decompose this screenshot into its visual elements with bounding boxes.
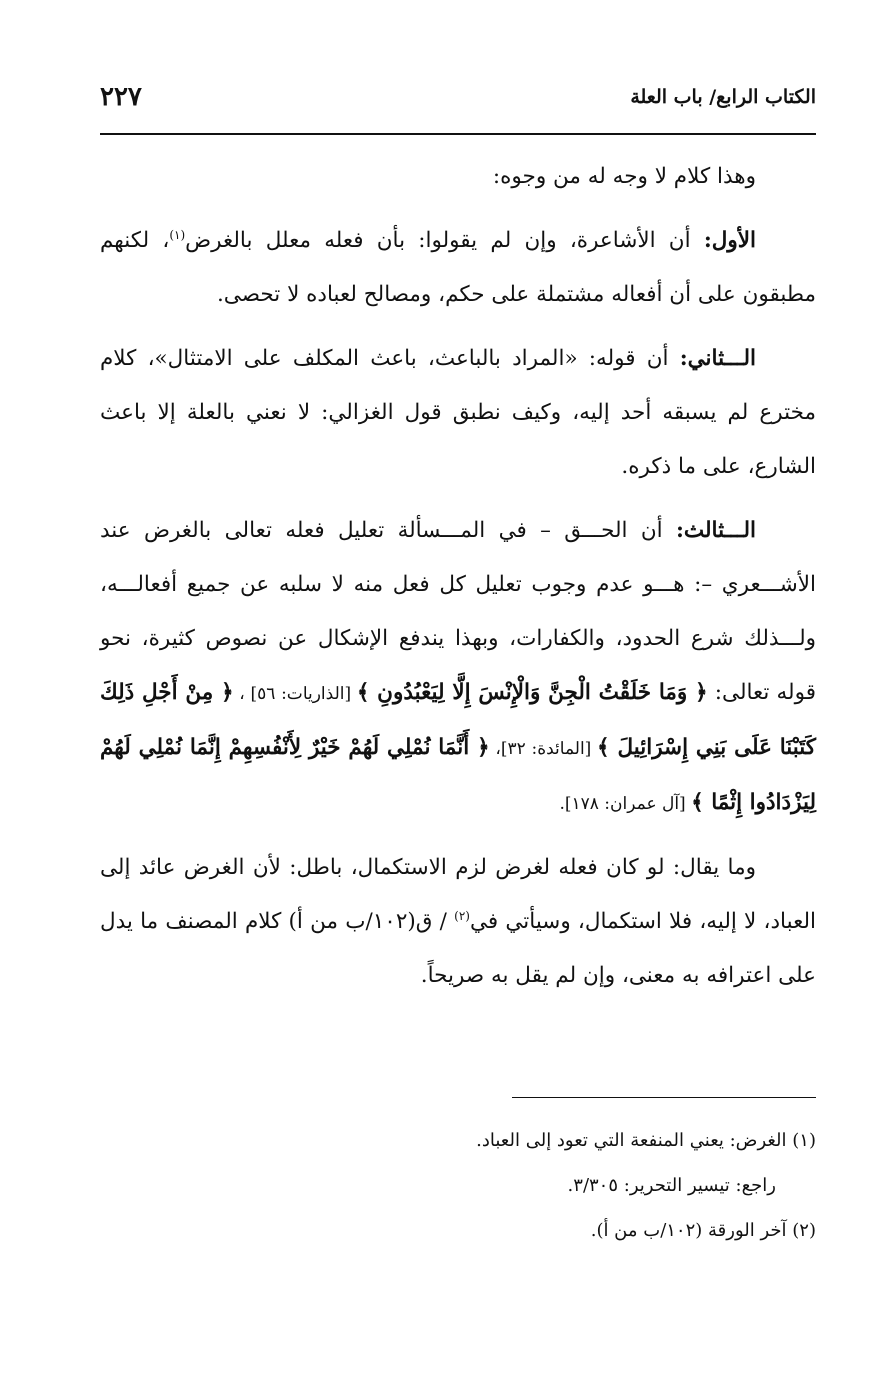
- page-number: ٢٢٧: [100, 82, 142, 112]
- paragraph-text: أن قوله: «المراد بالباعث، باعث المكلف على الامتثال»، كلام مخترع لم يسبقه أحد إليه، وكيف نطبق قول الغزالي: لا نعني بالعلة إلا باعث الشارع، على ما ذكره.: [100, 346, 816, 479]
- quran-verse: ﴿ وَمَا خَلَقْتُ الْجِنَّ وَالْإِنْسَ إِلَّا لِيَعْبُدُونِ ﴾: [356, 680, 708, 705]
- paragraph-text: / ق(١٠٢/ب من أ) كلام المصنف ما يدل على اعترافه به معنى، وإن لم يقل به صريحاً.: [100, 909, 816, 988]
- main-text: [100, 150, 816, 1013]
- paragraph-text: وهذا كلام لا وجه له من وجوه:: [492, 164, 756, 189]
- paragraph-text: ، لكنهم مطبقون على أن أفعاله مشتملة على حكم، ومصالح لعباده لا تحصى.: [100, 228, 816, 307]
- header-title: الكتاب الرابع/ باب العلة: [630, 86, 816, 108]
- paragraph-text: أن الحـــق – في المـــسألة تعليل فعله تعالى بالغرض عند الأشـــعري –: هـــو عدم وجوب تعليل كل فعل منه لا سلبه عن جميع أفعالـــه، ولـــذلك شرع الحدود، والكفارات، وبهذا يندفع الإشكال عن نصوص كثيرة، نحو قوله تعالى:: [100, 518, 816, 705]
- footnote-2: (٢) آخر الورقة (١٠٢/ب من أ).: [590, 1220, 816, 1241]
- footnote-1: (١) الغرض: يعني المنفعة التي تعود إلى العباد.: [476, 1130, 816, 1151]
- verse-reference: [آل عمران: ١٧٨].: [559, 794, 692, 814]
- point-label: الـــثالث:: [675, 518, 756, 543]
- paragraph-conclusion: [100, 841, 816, 1003]
- point-label: الأول:: [703, 228, 756, 253]
- point-label: الـــثاني:: [679, 346, 756, 371]
- quran-verse: ﴿ مِنْ أَجْلِ ذَلِكَ كَتَبْنَا عَلَى بَنِي إِسْرَائِيلَ ﴾: [100, 680, 816, 760]
- paragraph-text: وما يقال: لو كان فعله لغرض لزم الاستكمال، باطل: لأن الغرض عائد إلى العباد، لا إليه، فلا استكمال، وسيأتي في: [100, 855, 816, 934]
- running-header: [100, 82, 816, 126]
- header-divider: [100, 133, 816, 135]
- footnote-marker: (١): [169, 227, 186, 242]
- verse-reference: [المائدة: ٣٢]،: [489, 739, 598, 759]
- paragraph-text: أن الأشاعرة، وإن لم يقولوا: بأن فعله معلل بالغرض: [185, 228, 704, 253]
- paragraph-first-point: [100, 214, 816, 322]
- verse-reference: [الذاريات: ٥٦] ،: [233, 684, 357, 704]
- paragraph-intro: [100, 150, 816, 204]
- footnotes: [100, 1118, 816, 1253]
- footnote-divider: [512, 1097, 816, 1098]
- paragraph-third-point: [100, 504, 816, 831]
- footnote-1-continuation: راجع: تيسير التحرير: ٣/٣٠٥.: [567, 1175, 776, 1196]
- paragraph-second-point: [100, 332, 816, 494]
- footnote-marker: (٢): [454, 908, 470, 923]
- quran-verse: ﴿ أَنَّمَا نُمْلِي لَهُمْ خَيْرٌ لِأَنْفُسِهِمْ إِنَّمَا نُمْلِي لَهُمْ لِيَزْدَادُوا إِثْمًا ﴾: [100, 735, 816, 815]
